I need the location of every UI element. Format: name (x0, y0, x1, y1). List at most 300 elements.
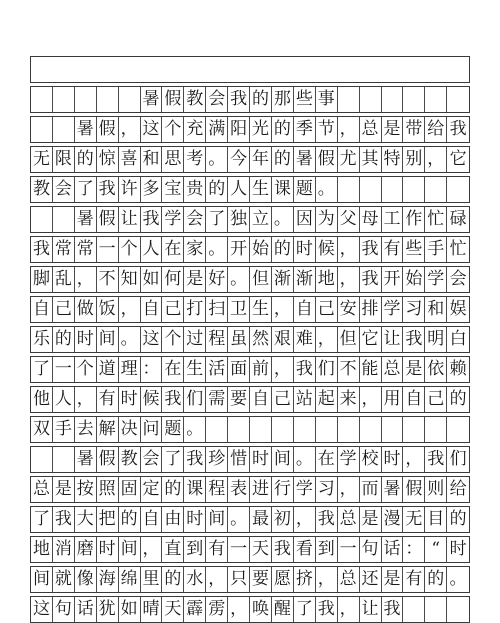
grid-cell: 我 (382, 597, 404, 622)
grid-cell (31, 117, 53, 142)
grid-cell: 校 (360, 447, 382, 472)
grid-cell: 最 (250, 507, 272, 532)
grid-cell: 时 (294, 237, 316, 262)
grid-cell: 行 (272, 477, 294, 502)
grid-cell: ， (272, 297, 294, 322)
grid-cell: 独 (228, 207, 250, 232)
grid-cell: 会 (206, 87, 228, 112)
grid-cell: 母 (360, 207, 382, 232)
grid-cell: 常 (75, 237, 97, 262)
grid-cell: 自 (403, 387, 425, 412)
grid-cell: 理 (119, 357, 141, 382)
grid-cell: 们 (316, 357, 338, 382)
grid-cell: 惜 (228, 447, 250, 472)
grid-cell (338, 417, 360, 442)
grid-cell: 课 (184, 477, 206, 502)
grid-cell: 我 (228, 87, 250, 112)
grid-cell: 何 (162, 267, 184, 292)
grid-cell: 把 (97, 507, 119, 532)
grid-cell: 固 (119, 477, 141, 502)
grid-cell: 需 (206, 387, 228, 412)
grid-cell: 年 (250, 147, 272, 172)
grid-cell: 开 (382, 267, 404, 292)
grid-cell: 脚 (31, 267, 53, 292)
grid-cell: 暑 (141, 87, 163, 112)
grid-cell: 贵 (184, 177, 206, 202)
grid-cell: 起 (316, 387, 338, 412)
grid-cell: ， (316, 567, 338, 592)
grid-cell (53, 447, 75, 472)
grid-cell: 饭 (97, 297, 119, 322)
grid-cell: 个 (162, 117, 184, 142)
grid-cell: 是 (184, 267, 206, 292)
grid-cell: ， (75, 387, 97, 412)
text-row (30, 146, 470, 173)
grid-cell: 虽 (228, 327, 250, 352)
grid-cell: 学 (162, 207, 184, 232)
grid-cell: 天 (162, 597, 184, 622)
grid-cell: ， (294, 507, 316, 532)
grid-cell: 宝 (162, 177, 184, 202)
grid-cell (447, 417, 469, 442)
grid-cell: 时 (75, 327, 97, 352)
grid-cell (403, 417, 425, 442)
grid-cell: 的 (425, 567, 447, 592)
grid-cell: 惊 (97, 147, 119, 172)
grid-cell: 乱 (53, 267, 75, 292)
grid-cell: 天 (250, 537, 272, 562)
grid-cell: 如 (141, 267, 163, 292)
grid-cell: 不 (97, 267, 119, 292)
grid-cell: 扫 (206, 297, 228, 322)
grid-cell: 活 (206, 357, 228, 382)
grid-cell: 时 (119, 387, 141, 412)
grid-cell: 暑 (75, 207, 97, 232)
grid-cell: 看 (294, 537, 316, 562)
grid-cell: 目 (425, 507, 447, 532)
grid-cell (250, 417, 272, 442)
grid-cell (31, 447, 53, 472)
grid-cell (294, 417, 316, 442)
grid-cell (31, 207, 53, 232)
text-row (30, 326, 470, 353)
grid-cell: 己 (425, 387, 447, 412)
grid-cell: 我 (294, 357, 316, 382)
grid-cell: 许 (119, 177, 141, 202)
grid-cell: 无 (403, 507, 425, 532)
grid-cell (53, 117, 75, 142)
grid-cell (360, 87, 382, 112)
grid-cell: 能 (360, 357, 382, 382)
grid-cell: 的 (162, 477, 184, 502)
grid-cell: 的 (272, 147, 294, 172)
grid-cell: 。 (184, 417, 206, 442)
grid-cell: 时 (449, 539, 467, 559)
grid-cell (382, 87, 404, 112)
grid-cell: 渐 (294, 267, 316, 292)
grid-cell: 节 (316, 117, 338, 142)
grid-cell: 题 (294, 177, 316, 202)
grid-cell: 立 (250, 207, 272, 232)
text-row (30, 596, 470, 623)
grid-cell: 假 (316, 147, 338, 172)
grid-cell: 生 (250, 177, 272, 202)
grid-cell: 有 (403, 567, 425, 592)
grid-cell: ， (338, 597, 360, 622)
grid-cell: 是 (360, 507, 382, 532)
grid-cell: 排 (360, 297, 382, 322)
grid-cell: 我 (449, 119, 467, 139)
grid-cell: 了 (162, 447, 184, 472)
grid-cell: 程 (206, 477, 228, 502)
text-row (30, 116, 470, 143)
grid-cell: 了 (31, 357, 53, 382)
grid-cell (316, 417, 338, 442)
grid-cell: 它 (449, 149, 467, 169)
grid-cell: 这 (141, 117, 163, 142)
grid-cell: ， (338, 267, 360, 292)
grid-cell (53, 207, 75, 232)
grid-cell: ， (119, 117, 141, 142)
text-row (30, 416, 470, 443)
grid-cell: 的 (162, 567, 184, 592)
grid-cell: 人 (141, 237, 163, 262)
grid-cell: 就 (53, 567, 75, 592)
grid-cell: 暑 (382, 477, 404, 502)
grid-cell: 依 (425, 357, 447, 382)
grid-cell: 艰 (272, 327, 294, 352)
grid-cell: 磨 (75, 537, 97, 562)
grid-cell: 乐 (31, 327, 53, 352)
grid-cell: 的 (53, 327, 75, 352)
grid-cell: ， (228, 597, 250, 622)
grid-cell: 的 (272, 117, 294, 142)
grid-cell: 是 (382, 567, 404, 592)
grid-cell: 的 (449, 389, 467, 409)
grid-cell: 间 (206, 507, 228, 532)
grid-cell: ， (119, 297, 141, 322)
grid-cell: 决 (119, 417, 141, 442)
grid-cell: 要 (250, 567, 272, 592)
grid-cell: 是 (382, 117, 404, 142)
grid-cell: 学 (425, 267, 447, 292)
grid-cell: 而 (360, 477, 382, 502)
grid-cell: 我 (316, 507, 338, 532)
grid-cell: 霹 (184, 597, 206, 622)
grid-cell: 学 (382, 297, 404, 322)
grid-cell: 犹 (97, 597, 119, 622)
grid-cell: 我 (360, 267, 382, 292)
grid-cell: 总 (360, 117, 382, 142)
grid-cell: 教 (31, 177, 53, 202)
grid-cell: 。 (206, 237, 228, 262)
grid-cell: 手 (53, 417, 75, 442)
grid-cell: 前 (250, 357, 272, 382)
grid-cell: 假 (403, 477, 425, 502)
text-row (30, 296, 470, 323)
grid-cell: 人 (53, 387, 75, 412)
grid-cell: 在 (162, 237, 184, 262)
grid-cell: 假 (97, 207, 119, 232)
grid-cell: 。 (272, 207, 294, 232)
grid-cell: ， (425, 147, 447, 172)
grid-cell: 不 (338, 357, 360, 382)
grid-cell (360, 417, 382, 442)
grid-cell (425, 87, 447, 112)
grid-cell: 们 (184, 387, 206, 412)
grid-cell: 要 (228, 387, 250, 412)
grid-cell: 自 (250, 387, 272, 412)
grid-cell: 。 (316, 177, 338, 202)
grid-cell (447, 177, 469, 202)
grid-cell: 些 (294, 87, 316, 112)
text-row (30, 506, 470, 533)
grid-cell: 我 (360, 237, 382, 262)
grid-cell: 给 (449, 479, 467, 499)
grid-cell: 暑 (75, 117, 97, 142)
grid-cell: 直 (162, 537, 184, 562)
grid-cell: 到 (316, 537, 338, 562)
text-row (30, 236, 470, 263)
title-row (30, 86, 470, 113)
grid-cell (425, 417, 447, 442)
grid-cell: 我 (272, 537, 294, 562)
text-row (30, 176, 470, 203)
grid-cell: 总 (31, 477, 53, 502)
grid-cell: ， (206, 567, 228, 592)
grid-cell: 有 (97, 387, 119, 412)
grid-cell: 大 (75, 507, 97, 532)
grid-cell: 白 (449, 329, 467, 349)
grid-cell: 定 (141, 477, 163, 502)
grid-cell: 安 (338, 297, 360, 322)
grid-cell: 忙 (425, 207, 447, 232)
grid-cell: 我 (141, 207, 163, 232)
grid-cell (206, 417, 228, 442)
grid-cell: 赖 (449, 359, 467, 379)
grid-cell: 自 (141, 297, 163, 322)
grid-cell: 话 (75, 597, 97, 622)
grid-cell: 像 (75, 567, 97, 592)
grid-cell: 。 (119, 327, 141, 352)
grid-cell: ， (316, 327, 338, 352)
text-row (30, 536, 470, 563)
grid-cell: 愿 (272, 567, 294, 592)
text-row (30, 206, 470, 233)
grid-cell: 别 (403, 147, 425, 172)
grid-cell: 事 (316, 87, 338, 112)
grid-cell: 。 (294, 447, 316, 472)
grid-cell: 阳 (228, 117, 250, 142)
grid-cell: 难 (294, 327, 316, 352)
grid-cell: 好 (206, 267, 228, 292)
grid-cell: 们 (449, 449, 467, 469)
grid-cell (360, 177, 382, 202)
grid-cell: 渐 (272, 267, 294, 292)
grid-cell: 间 (272, 447, 294, 472)
grid-cell: 让 (360, 597, 382, 622)
grid-cell: 忙 (449, 239, 467, 259)
grid-cell: 一 (338, 537, 360, 562)
grid-cell: 会 (184, 207, 206, 232)
grid-cell: 的 (250, 87, 272, 112)
grid-cell: 时 (250, 447, 272, 472)
grid-cell: 漫 (382, 507, 404, 532)
grid-cell: 是 (403, 357, 425, 382)
grid-cell: 作 (403, 207, 425, 232)
grid-cell: 他 (31, 387, 53, 412)
grid-cell: 知 (119, 267, 141, 292)
grid-cell: 挤 (294, 567, 316, 592)
grid-cell: 带 (403, 117, 425, 142)
grid-cell: 初 (272, 507, 294, 532)
grid-cell: 只 (228, 567, 250, 592)
grid-cell: 总 (382, 357, 404, 382)
grid-cell: 一 (53, 357, 75, 382)
grid-cell: 自 (141, 507, 163, 532)
grid-cell: 始 (403, 267, 425, 292)
grid-cell (403, 177, 425, 202)
grid-cell: ， (141, 537, 163, 562)
manuscript-paper (30, 56, 470, 619)
grid-cell: 绵 (119, 567, 141, 592)
text-row (30, 356, 470, 383)
grid-cell (403, 597, 425, 622)
grid-cell: 特 (382, 147, 404, 172)
grid-cell: 让 (382, 327, 404, 352)
grid-cell: 始 (250, 237, 272, 262)
grid-cell (338, 87, 360, 112)
grid-cell: 假 (97, 447, 119, 472)
grid-cell: 因 (294, 207, 316, 232)
grid-cell: ， (338, 477, 360, 502)
grid-cell: 光 (250, 117, 272, 142)
grid-cell: 碌 (449, 209, 467, 229)
grid-cell: 站 (294, 387, 316, 412)
grid-cell: 我 (425, 447, 447, 472)
grid-cell: 时 (382, 447, 404, 472)
grid-cell: 多 (141, 177, 163, 202)
grid-cell: 话 (382, 537, 404, 562)
grid-cell: 假 (162, 87, 184, 112)
grid-cell: 手 (425, 237, 447, 262)
text-row (30, 266, 470, 293)
grid-cell: 我 (316, 597, 338, 622)
grid-cell: 己 (162, 297, 184, 322)
grid-cell: 这 (31, 597, 53, 622)
grid-cell: 己 (272, 387, 294, 412)
grid-cell (97, 87, 119, 112)
grid-cell: 和 (425, 297, 447, 322)
grid-cell: 解 (97, 417, 119, 442)
grid-cell: 打 (184, 297, 206, 322)
grid-cell: 教 (119, 447, 141, 472)
text-row (30, 446, 470, 473)
grid-cell: 有 (382, 237, 404, 262)
grid-cell: 考 (184, 147, 206, 172)
grid-cell: 父 (338, 207, 360, 232)
grid-cell: 用 (382, 387, 404, 412)
grid-cell: 给 (425, 117, 447, 142)
grid-cell (31, 87, 53, 112)
grid-cell: 题 (162, 417, 184, 442)
grid-cell: 个 (75, 357, 97, 382)
grid-cell: 卫 (228, 297, 250, 322)
grid-cell: 生 (250, 297, 272, 322)
grid-cell: 暑 (75, 447, 97, 472)
grid-cell: 个 (162, 327, 184, 352)
grid-cell: 常 (53, 237, 75, 262)
grid-cell (382, 177, 404, 202)
grid-cell: 课 (272, 177, 294, 202)
grid-cell: 表 (228, 477, 250, 502)
grid-cell: 学 (338, 447, 360, 472)
grid-cell: 我 (162, 387, 184, 412)
grid-cell: 然 (250, 327, 272, 352)
grid-cell: 些 (403, 237, 425, 262)
grid-cell: 让 (119, 207, 141, 232)
grid-cell: 雳 (206, 597, 228, 622)
grid-cell: 句 (360, 537, 382, 562)
grid-cell: 会 (449, 269, 467, 289)
grid-cell (119, 87, 141, 112)
grid-cell: 。 (228, 507, 250, 532)
grid-cell: 学 (294, 477, 316, 502)
grid-cell: 还 (360, 567, 382, 592)
grid-cell: 为 (316, 207, 338, 232)
grid-cell: 充 (184, 117, 206, 142)
grid-cell: 时 (97, 537, 119, 562)
grid-cell: 季 (294, 117, 316, 142)
grid-cell (272, 417, 294, 442)
grid-cell: 暑 (294, 147, 316, 172)
grid-cell: 问 (141, 417, 163, 442)
grid-cell (425, 597, 447, 622)
grid-cell: 无 (31, 147, 53, 172)
grid-cell: 。 (449, 569, 467, 589)
grid-cell: 照 (97, 477, 119, 502)
grid-cell: 其 (360, 147, 382, 172)
grid-cell: 的 (272, 237, 294, 262)
text-row (30, 566, 470, 593)
grid-cell: 到 (184, 537, 206, 562)
grid-cell: 总 (338, 507, 360, 532)
grid-cell (382, 417, 404, 442)
grid-cell: ， (272, 357, 294, 382)
grid-cell: 间 (31, 567, 53, 592)
grid-cell: 按 (75, 477, 97, 502)
grid-cell (447, 87, 469, 112)
grid-cell: 是 (53, 477, 75, 502)
text-row (30, 386, 470, 413)
grid-cell: 人 (228, 177, 250, 202)
grid-cell: 地 (316, 267, 338, 292)
grid-cell: 家 (184, 237, 206, 262)
grid-cell (425, 177, 447, 202)
grid-cell: 做 (75, 297, 97, 322)
grid-cell: 如 (119, 597, 141, 622)
grid-cell: 总 (338, 567, 360, 592)
grid-cell (228, 417, 250, 442)
grid-cell: ， (403, 447, 425, 472)
grid-cell: 间 (119, 537, 141, 562)
grid-cell: 习 (403, 297, 425, 322)
grid-cell: 个 (119, 237, 141, 262)
grid-cell: 我 (53, 507, 75, 532)
grid-cell: 间 (97, 327, 119, 352)
grid-cell: ， (75, 267, 97, 292)
grid-cell: 里 (141, 567, 163, 592)
